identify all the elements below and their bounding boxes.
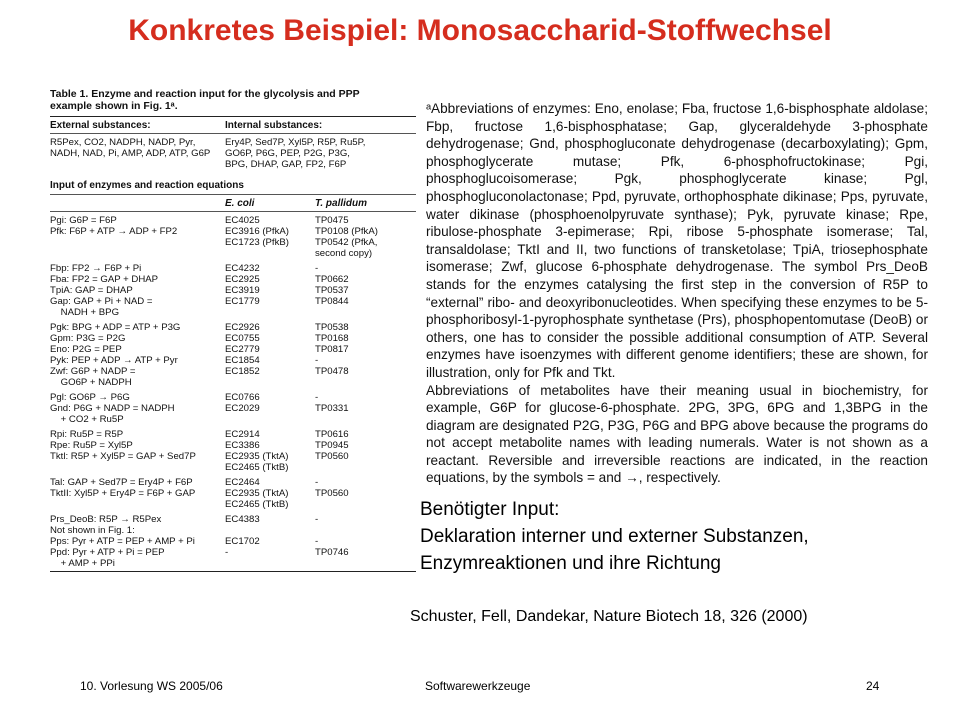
citation: Schuster, Fell, Dandekar, Nature Biotech 18, 326 (2000)	[410, 608, 808, 625]
table-row	[50, 226, 416, 237]
ecoli-id-cell: EC2925	[225, 274, 260, 285]
ecoli-id-cell	[225, 248, 315, 259]
table-row	[50, 215, 416, 226]
reaction-cell: Pgi: G6P = F6P	[50, 215, 117, 226]
ecoli-id-cell: EC3919	[225, 285, 260, 296]
table-row	[50, 525, 416, 536]
table-row	[50, 366, 416, 377]
table-row	[50, 536, 416, 547]
reaction-cell	[50, 462, 225, 473]
reaction-cell: Zwf: G6P + NADP =	[50, 366, 136, 377]
ecoli-id-cell: EC2935 (TktA)	[225, 488, 289, 499]
table-row	[50, 307, 416, 318]
reaction-cell: Gap: GAP + Pi + NAD =	[50, 296, 153, 307]
ecoli-id-cell: EC1723 (PfkB)	[225, 237, 289, 248]
tpallidum-id-cell	[315, 499, 416, 510]
reaction-cell: Tal: GAP + Sed7P = Ery4P + F6P	[50, 477, 193, 488]
ecoli-id-cell: EC1852	[225, 366, 260, 377]
table-row	[50, 355, 416, 366]
table-row	[50, 237, 416, 248]
ecoli-id-cell	[225, 414, 315, 425]
table-row	[50, 296, 416, 307]
reaction-cell: Pfk: F6P + ATP → ADP + FP2	[50, 226, 178, 237]
abbreviation-footnote	[426, 100, 928, 486]
reaction-cell: Fba: FP2 = GAP + DHAP	[50, 274, 159, 285]
table-row	[50, 248, 416, 259]
reaction-cell: Gpm: P3G = P2G	[50, 333, 126, 344]
reaction-cell: Gnd: P6G + NADP = NADPH	[50, 403, 175, 414]
tpallidum-id-cell: TP0844	[315, 296, 349, 307]
table-row	[50, 547, 416, 558]
reaction-cell: Pps: Pyr + ATP = PEP + AMP + Pi	[50, 536, 195, 547]
table-row	[50, 403, 416, 414]
metabolite-abbreviations: Abbreviations of metabolites have their meaning usual in biochemistry, for example, G6P for glucose-6-phosphate. 2PG, 3PG, 6PG and 1,3BPG in the diagram are designated P2G, P3G, P6G and BPG above because the programs do not accept metabolite names with leading numerals. Water is not shown as a reactant. Reversible and irreversible reactions are indicated, in the reaction equations, by the symbols = and →, respectively.	[426, 382, 928, 486]
reaction-cell	[50, 499, 225, 510]
reaction-cell: Rpi: Ru5P = R5P	[50, 429, 124, 440]
ecoli-id-cell: EC4383	[225, 514, 260, 525]
tpallidum-id-cell: -	[315, 514, 319, 525]
ecoli-id-cell: EC2914	[225, 429, 260, 440]
reaction-cell: Pgl: GO6P → P6G	[50, 392, 130, 403]
tpallidum-id-cell: TP0537	[315, 285, 349, 296]
table-row	[50, 514, 416, 525]
tpallidum-id-cell	[315, 377, 416, 388]
tpallidum-id-cell: TP0331	[315, 403, 349, 414]
footer-course: Softwarewerkzeuge	[425, 679, 531, 693]
ecoli-id-cell: EC3386	[225, 440, 260, 451]
ecoli-id-cell: EC0766	[225, 392, 260, 403]
table-row	[50, 440, 416, 451]
ecoli-id-cell: EC3916 (PfkA)	[225, 226, 289, 237]
table-row	[50, 558, 416, 569]
reaction-cell: GO6P + NADPH	[50, 377, 132, 388]
table-row	[50, 429, 416, 440]
enzyme-table	[50, 88, 416, 633]
reaction-cell: Pgk: BPG + ADP = ATP + P3G	[50, 322, 181, 333]
tpallidum-id-cell	[315, 462, 416, 473]
tpallidum-id-cell: TP0542 (PfkA,	[315, 237, 378, 248]
tpallidum-id-cell	[315, 525, 416, 536]
table-row	[50, 344, 416, 355]
tpallidum-id-cell	[315, 307, 416, 318]
reaction-cell: + CO2 + Ru5P	[50, 414, 124, 425]
reaction-cell	[50, 248, 225, 259]
reaction-cell: Ppd: Pyr + ATP + Pi = PEP	[50, 547, 165, 558]
tpallidum-id-cell: TP0616	[315, 429, 349, 440]
reaction-cell	[50, 237, 225, 248]
ecoli-id-cell: EC2926	[225, 322, 260, 333]
substances-header: External substances: Internal substances:	[50, 120, 323, 131]
table-row	[50, 377, 416, 388]
ecoli-id-cell: EC2464	[225, 477, 260, 488]
table-row	[50, 263, 416, 274]
reaction-cell: TktII: Xyl5P + Ery4P = F6P + GAP	[50, 488, 196, 499]
tpallidum-id-cell: -	[315, 536, 319, 547]
ecoli-id-cell: EC2935 (TktA)	[225, 451, 289, 462]
tpallidum-id-cell	[315, 558, 416, 569]
table-row	[50, 488, 416, 499]
reaction-cell: TpiA: GAP = DHAP	[50, 285, 133, 296]
tpallidum-id-cell: TP0108 (PfkA)	[315, 226, 378, 237]
reaction-cell: NADH + BPG	[50, 307, 120, 318]
table-rule-bottom	[50, 571, 416, 572]
tpallidum-id-cell: -	[315, 263, 319, 274]
ecoli-id-cell: EC1702	[225, 536, 260, 547]
tpallidum-id-cell: -	[315, 392, 319, 403]
reaction-cell: + AMP + PPi	[50, 558, 115, 569]
table-row	[50, 392, 416, 403]
ecoli-id-cell: EC2779	[225, 344, 260, 355]
section-header: Input of enzymes and reaction equations	[50, 180, 244, 191]
ecoli-id-cell: EC1779	[225, 296, 260, 307]
ecoli-id-cell: EC2465 (TktB)	[225, 462, 289, 473]
reaction-cell: Tktl: R5P + Xyl5P = GAP + Sed7P	[50, 451, 196, 462]
tpallidum-id-cell: TP0560	[315, 451, 349, 462]
table-row	[50, 322, 416, 333]
required-input-text: Benötigter Input: Deklaration interner und externer Substanzen, Enzymreaktionen und ihre Richtung	[420, 499, 809, 574]
footer-page-number: 24	[866, 679, 880, 693]
table-row	[50, 451, 416, 462]
tpallidum-id-cell: TP0945	[315, 440, 349, 451]
table-row	[50, 274, 416, 285]
footer-lecture: 10. Vorlesung WS 2005/06	[80, 679, 223, 693]
ecoli-id-cell: EC2029	[225, 403, 260, 414]
reaction-cell: Pyk: PEP + ADP → ATP + Pyr	[50, 355, 178, 366]
ecoli-id-cell	[225, 525, 315, 536]
table-row	[50, 285, 416, 296]
tpallidum-id-cell: TP0560	[315, 488, 349, 499]
internal-substances: Ery4P, Sed7P, Xyl5P, R5P, Ru5P, GO6P, P6G, PEP, P2G, P3G, BPG, DHAP, GAP, FP2, F6P	[225, 137, 366, 170]
ecoli-id-cell: EC0755	[225, 333, 260, 344]
tpallidum-id-cell: -	[315, 477, 319, 488]
tpallidum-id-cell: TP0478	[315, 366, 349, 377]
tpallidum-id-cell: second copy)	[315, 248, 373, 259]
table-row	[50, 477, 416, 488]
tpallidum-id-cell: TP0662	[315, 274, 349, 285]
table-caption: Table 1. Enzyme and reaction input for the glycolysis and PPP example shown in Fig. 1ᵃ.	[50, 88, 360, 112]
ecoli-id-cell: EC1854	[225, 355, 260, 366]
ecoli-id-cell	[225, 377, 315, 388]
tpallidum-id-cell: TP0538	[315, 322, 349, 333]
table-row	[50, 499, 416, 510]
tpallidum-id-cell	[315, 414, 416, 425]
tpallidum-id-cell: TP0168	[315, 333, 349, 344]
tpallidum-id-cell: TP0475	[315, 215, 349, 226]
tpallidum-id-cell: TP0817	[315, 344, 349, 355]
reaction-cell: Prs_DeoB: R5P → R5Pex	[50, 514, 162, 525]
column-headers: E. coli T. pallidum	[225, 198, 368, 209]
table-row	[50, 333, 416, 344]
ecoli-id-cell: EC4232	[225, 263, 260, 274]
reaction-rows	[50, 212, 416, 569]
ecoli-id-cell	[225, 558, 315, 569]
enzyme-abbreviations: ᵃAbbreviations of enzymes: Eno, enolase; Fba, fructose 1,6-bisphosphate aldolase; Fbp, fructose 1,6-bisphosphatase; Gap, glyceraldehyde 3-phosphate dehydrogenase; Gnd, phosphogluconate dehydrogenase (decarboxylating); Gpm, phosphoglycerate mutase; Pfk, 6-phosphofructokinase; Pgi, phosphoglucoisomerase; Pgk, phosphoglycerate kinase; Pgl, phosphogluconolactonase; Ppd, pyruvate, orthophosphate dikinase; Pps, pyruvate, water dikinase (phosphoenolpyruvate synthase); Pyk, pyruvate kinase; Rpe, ribulose-phosphate 3-epimerase; Rpi, ribose 5-phosphate isomerase; Tal, transaldolase; TktI and II, two functions of transketolase; TpiA, triosephosphate isomerase; Zwf, glucose 6-phosphate dehydrogenase. The symbol Prs_DeoB stands for the enzymes catalysing the first step in the conversion of R5P to “external” ribo- and deoxyribonucleotides. When specifying these enzymes to be 5-phosphoribosyl-1-pyrophosphate synthetase (Prs), phosphopentomutase (DeoB) or others, one has to consider the possible additional consumption of ATP. Several enzymes have isoenzymes with different genome identifiers; these are shown, for illustration, only for Pfk and Tkt.	[426, 101, 928, 380]
table-row	[50, 462, 416, 473]
reaction-cell: Eno: P2G = PEP	[50, 344, 122, 355]
ecoli-id-cell: EC2465 (TktB)	[225, 499, 289, 510]
reaction-cell: Fbp: FP2 → F6P + Pi	[50, 263, 142, 274]
reaction-cell: Not shown in Fig. 1:	[50, 525, 135, 536]
ecoli-id-cell: -	[225, 547, 229, 558]
slide-title: Konkretes Beispiel: Monosaccharid-Stoffwechsel	[128, 14, 832, 47]
ecoli-id-cell	[225, 307, 315, 318]
tpallidum-id-cell: TP0746	[315, 547, 349, 558]
ecoli-id-cell: EC4025	[225, 215, 260, 226]
table-row	[50, 414, 416, 425]
substances-list	[50, 134, 416, 174]
tpallidum-id-cell: -	[315, 355, 319, 366]
external-substances: R5Pex, CO2, NADPH, NADP, Pyr, NADH, NAD, Pi, AMP, ADP, ATP, G6P	[50, 137, 211, 159]
reaction-cell: Rpe: Ru5P = Xyl5P	[50, 440, 133, 451]
